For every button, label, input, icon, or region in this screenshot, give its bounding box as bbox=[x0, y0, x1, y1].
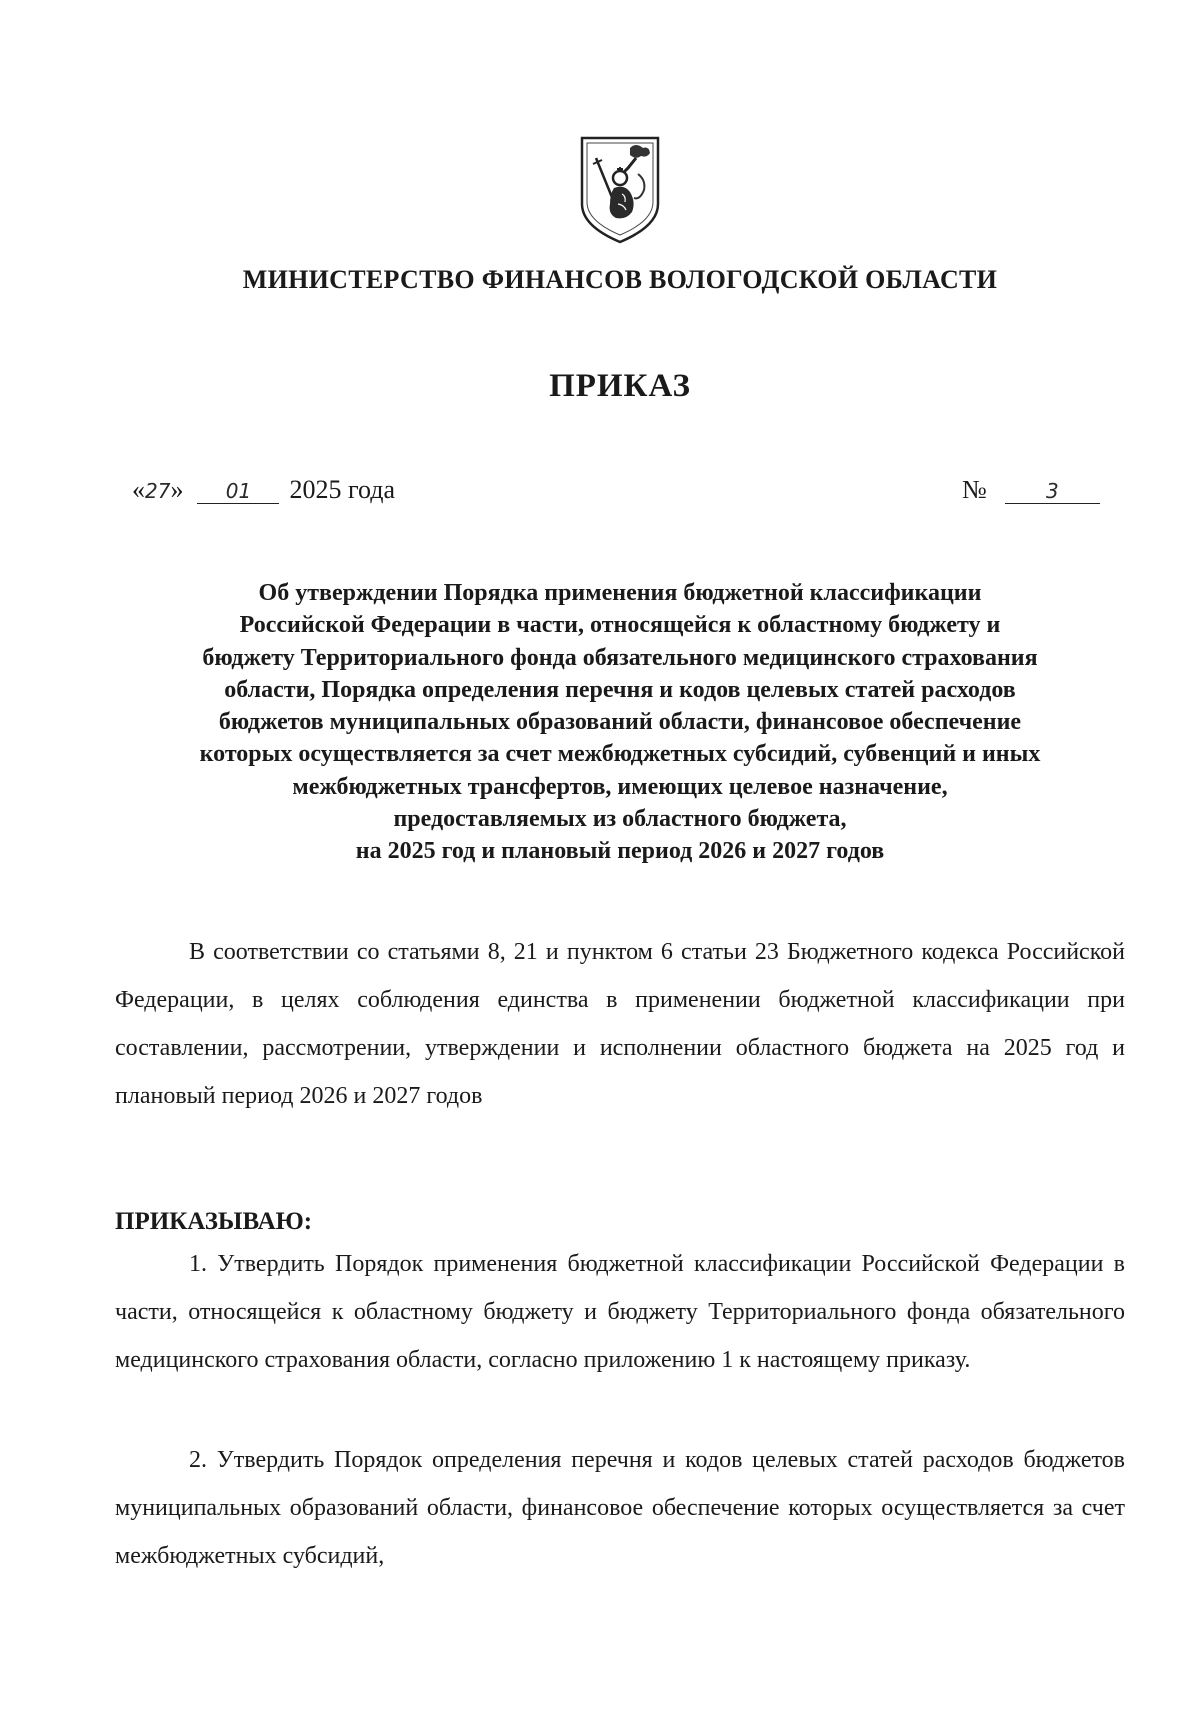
subject-line: на 2025 год и плановый период 2026 и 2027 годов bbox=[355, 838, 885, 865]
subject-line: Российской Федерации в части, относящейся к областному бюджету и bbox=[239, 612, 1001, 639]
number-value: 3 bbox=[1005, 479, 1100, 504]
order-item-2: 2. Утвердить Порядок определения перечня и кодов целевых статей расходов бюджетов муниципальных образований области, финансовое обеспечение которых осуществляется за счет межбюджетных субсидий, bbox=[115, 1447, 1125, 1569]
date-day-group bbox=[132, 475, 183, 505]
order-subject bbox=[110, 577, 1130, 868]
subject-line: области, Порядка определения перечня и кодов целевых статей расходов bbox=[224, 676, 1016, 703]
subject-line: бюджету Территориального фонда обязательного медицинского страхования bbox=[202, 644, 1038, 671]
order-item-1: 1. Утвердить Порядок применения бюджетной классификации Российской Федерации в части, относящейся к областному бюджету и бюджету Территориального фонда обязательного медицинского страхования области, согласно приложению 1 к настоящему приказу. bbox=[115, 1251, 1125, 1373]
subject-line: Об утверждении Порядка применения бюджетной классификации bbox=[258, 580, 982, 606]
coat-of-arms-icon bbox=[578, 134, 662, 246]
order-date bbox=[132, 475, 395, 505]
subject-line: бюджетов муниципальных образований области, финансовое обеспечение bbox=[218, 709, 1022, 736]
document-type-title: ПРИКАЗ bbox=[549, 368, 691, 404]
preamble-paragraph: В соответствии со статьями 8, 21 и пунктом 6 статьи 23 Бюджетного кодекса Российской Федерации, в целях соблюдения единства в применении бюджетной классификации при составлении, рассмотрении, утверждении и исполнении областного бюджета на 2025 год и плановый период 2026 и 2027 годов bbox=[115, 939, 1125, 1109]
ministry-name: МИНИСТЕРСТВО ФИНАНСОВ ВОЛОГОДСКОЙ ОБЛАСТИ bbox=[242, 265, 998, 294]
subject-line: предоставляемых из областного бюджета, bbox=[393, 806, 847, 833]
date-close-quote: » bbox=[170, 475, 184, 504]
number-label: № bbox=[962, 475, 987, 504]
subject-line: которых осуществляется за счет межбюджетных субсидий, субвенций и иных bbox=[199, 741, 1041, 768]
date-month: 01 bbox=[197, 479, 279, 504]
subject-line: межбюджетных трансфертов, имеющих целевое назначение, bbox=[292, 773, 948, 800]
date-day: 27 bbox=[145, 479, 171, 503]
date-open-quote: « bbox=[132, 475, 145, 504]
order-number bbox=[962, 475, 1100, 505]
decree-word: ПРИКАЗЫВАЮ: bbox=[115, 1208, 313, 1235]
date-year: 2025 года bbox=[289, 475, 395, 504]
